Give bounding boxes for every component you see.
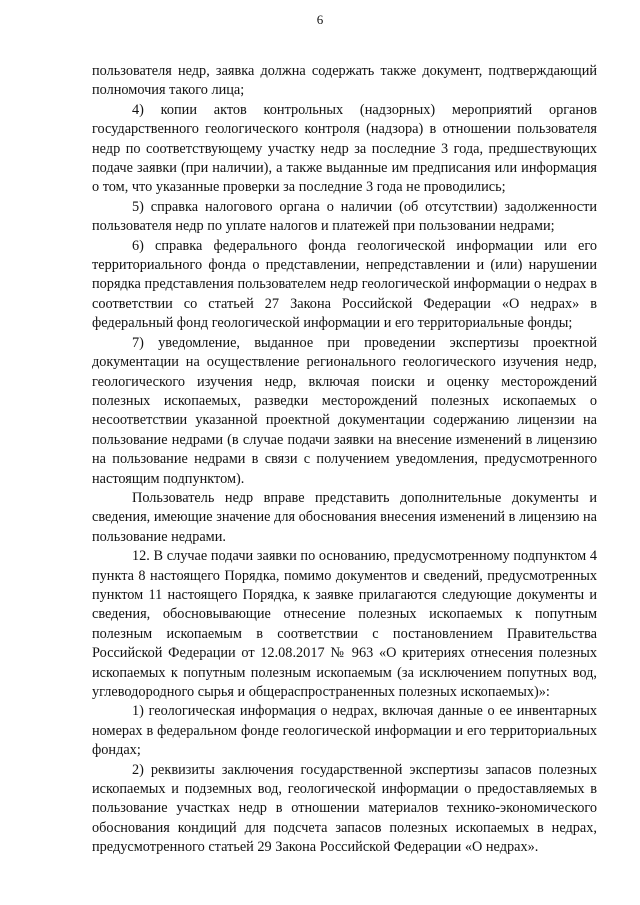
paragraph-additional-documents: Пользователь недр вправе представить дополнительные документы и сведения, имеющие значение для обоснования внесения изменений в лицензию на пользование недрами. bbox=[92, 489, 597, 545]
paragraph-item-6: 6) справка федерального фонда геологической информации или его территориального фонда о представлении, непредставлении и (или) нарушении порядка представления пользователем недр геологической информации о недрах в соответствии со статьей 27 Закона Российской Федерации «О недрах» в федеральный фонд геологической информации и его территориальные фонды; bbox=[92, 237, 597, 332]
document-body bbox=[92, 62, 597, 858]
paragraph-item-5: 5) справка налогового органа о наличии (об отсутствии) задолженности пользователя недр по уплате налогов и платежей при пользовании недрами; bbox=[92, 198, 597, 235]
page-number: 6 bbox=[316, 12, 324, 27]
paragraph-item-7: 7) уведомление, выданное при проведении экспертизы проектной документации на осуществление регионального геологического изучения недр, геологического изучения недр, включая поиски и оценку месторождений полезных ископаемых, разведки месторождений полезных ископаемых о несоответствии указанной проектной документации содержанию лицензии на пользование недрами (в случае подачи заявки на внесение изменений в лицензию на пользование недрами в связи с получением уведомления, предусмотренного настоящим подпунктом). bbox=[92, 334, 597, 487]
paragraph-section-12-item-2: 2) реквизиты заключения государственной экспертизы запасов полезных ископаемых и подземных вод, геологической информации о предоставляемых в пользование участках недр в отношении материалов технико-экономического обоснования кондиций для подсчета запасов полезных ископаемых в недрах, предусмотренного статьей 29 Закона Российской Федерации «О недрах». bbox=[92, 761, 597, 856]
paragraph-section-12-item-1: 1) геологическая информация о недрах, включая данные о ее инвентарных номерах в федеральном фонде геологической информации и его территориальных фондах; bbox=[92, 703, 597, 759]
paragraph-section-12: 12. В случае подачи заявки по основанию, предусмотренному подпунктом 4 пункта 8 настоящего Порядка, помимо документов и сведений, предусмотренных пунктом 11 настоящего Порядка, к заявке прилагаются следующие документы и сведения, обосновывающие отнесение полезных ископаемых к попутным полезным ископаемым в соответствии с постановлением Правительства Российской Федерации от 12.08.2017 № 963 «О критериях отнесения полезных ископаемых к попутным полезным ископаемым (за исключением попутных вод, углеводородного сырья и общераспространенных полезных ископаемых)»: bbox=[92, 548, 597, 700]
paragraph-item-4: 4) копии актов контрольных (надзорных) мероприятий органов государственного геологического контроля (надзора) в отношении пользователя недр по соответствующему участку недр за последние 3 года, предшествующих подаче заявки (при наличии), а также выданные им предписания или информация о том, что указанные проверки за последние 3 года не проводились; bbox=[92, 101, 597, 196]
paragraph-continuation: пользователя недр, заявка должна содержать также документ, подтверждающий полномочия такого лица; bbox=[92, 63, 597, 99]
